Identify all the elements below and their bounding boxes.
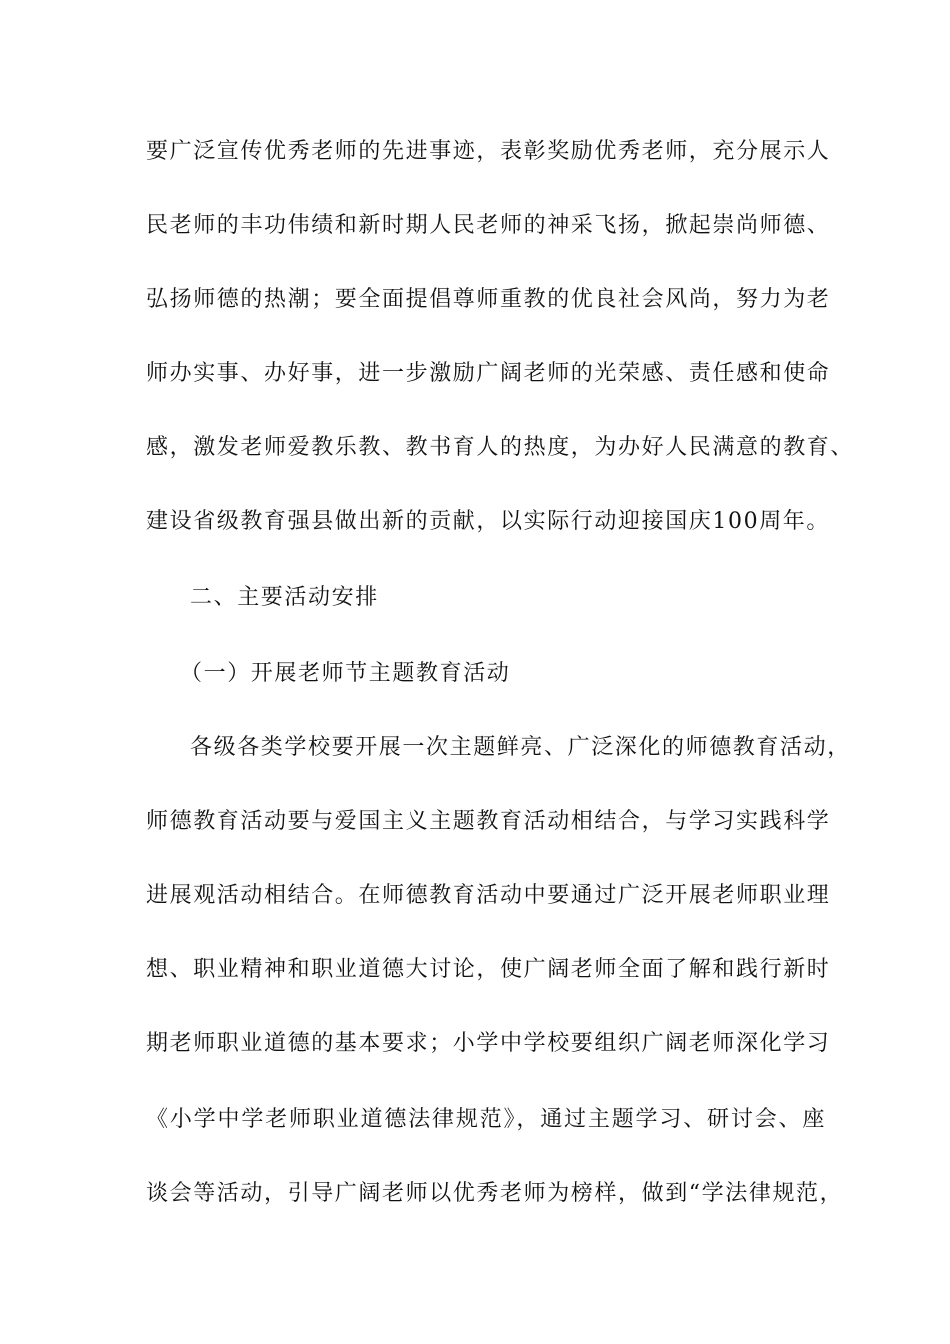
paragraph-line: 进展观活动相结合。在师德教育活动中要通过广泛开展老师职业理	[146, 883, 831, 908]
paragraph-line: 建设省级教育强县做出新的贡献，以实际行动迎接国庆100周年。	[146, 509, 830, 534]
paragraph-line: 想、职业精神和职业道德大讨论，使广阔老师全面了解和践行新时	[146, 957, 831, 982]
paragraph-line: 感，激发老师爱教乐教、教书育人的热度，为办好人民满意的教育、	[146, 435, 855, 460]
paragraph-line: 民老师的丰功伟绩和新时期人民老师的神采飞扬，掀起崇尚师德、	[146, 213, 831, 238]
subsection-heading: （一）开展老师节主题教育活动	[180, 661, 511, 686]
section-heading: 二、主要活动安排	[190, 585, 379, 610]
paragraph-line: 师办实事、办好事，进一步激励广阔老师的光荣感、责任感和使命	[146, 361, 831, 386]
paragraph-line: 弘扬师德的热潮；要全面提倡尊师重教的优良社会风尚，努力为老	[146, 287, 831, 312]
paragraph-line: 各级各类学校要开展一次主题鲜亮、广泛深化的师德教育活动，	[190, 735, 851, 760]
paragraph-line: 要广泛宣传优秀老师的先进事迹，表彰奖励优秀老师，充分展示人	[146, 139, 831, 164]
paragraph-line: 《小学中学老师职业道德法律规范》，通过主题学习、研讨会、座	[146, 1107, 826, 1132]
paragraph-line: 期老师职业道德的基本要求；小学中学校要组织广阔老师深化学习	[146, 1031, 831, 1056]
paragraph-line: 师德教育活动要与爱国主义主题教育活动相结合，与学习实践科学	[146, 809, 831, 834]
paragraph-line: 谈会等活动，引导广阔老师以优秀老师为榜样，做到“学法律规范，	[146, 1181, 844, 1206]
